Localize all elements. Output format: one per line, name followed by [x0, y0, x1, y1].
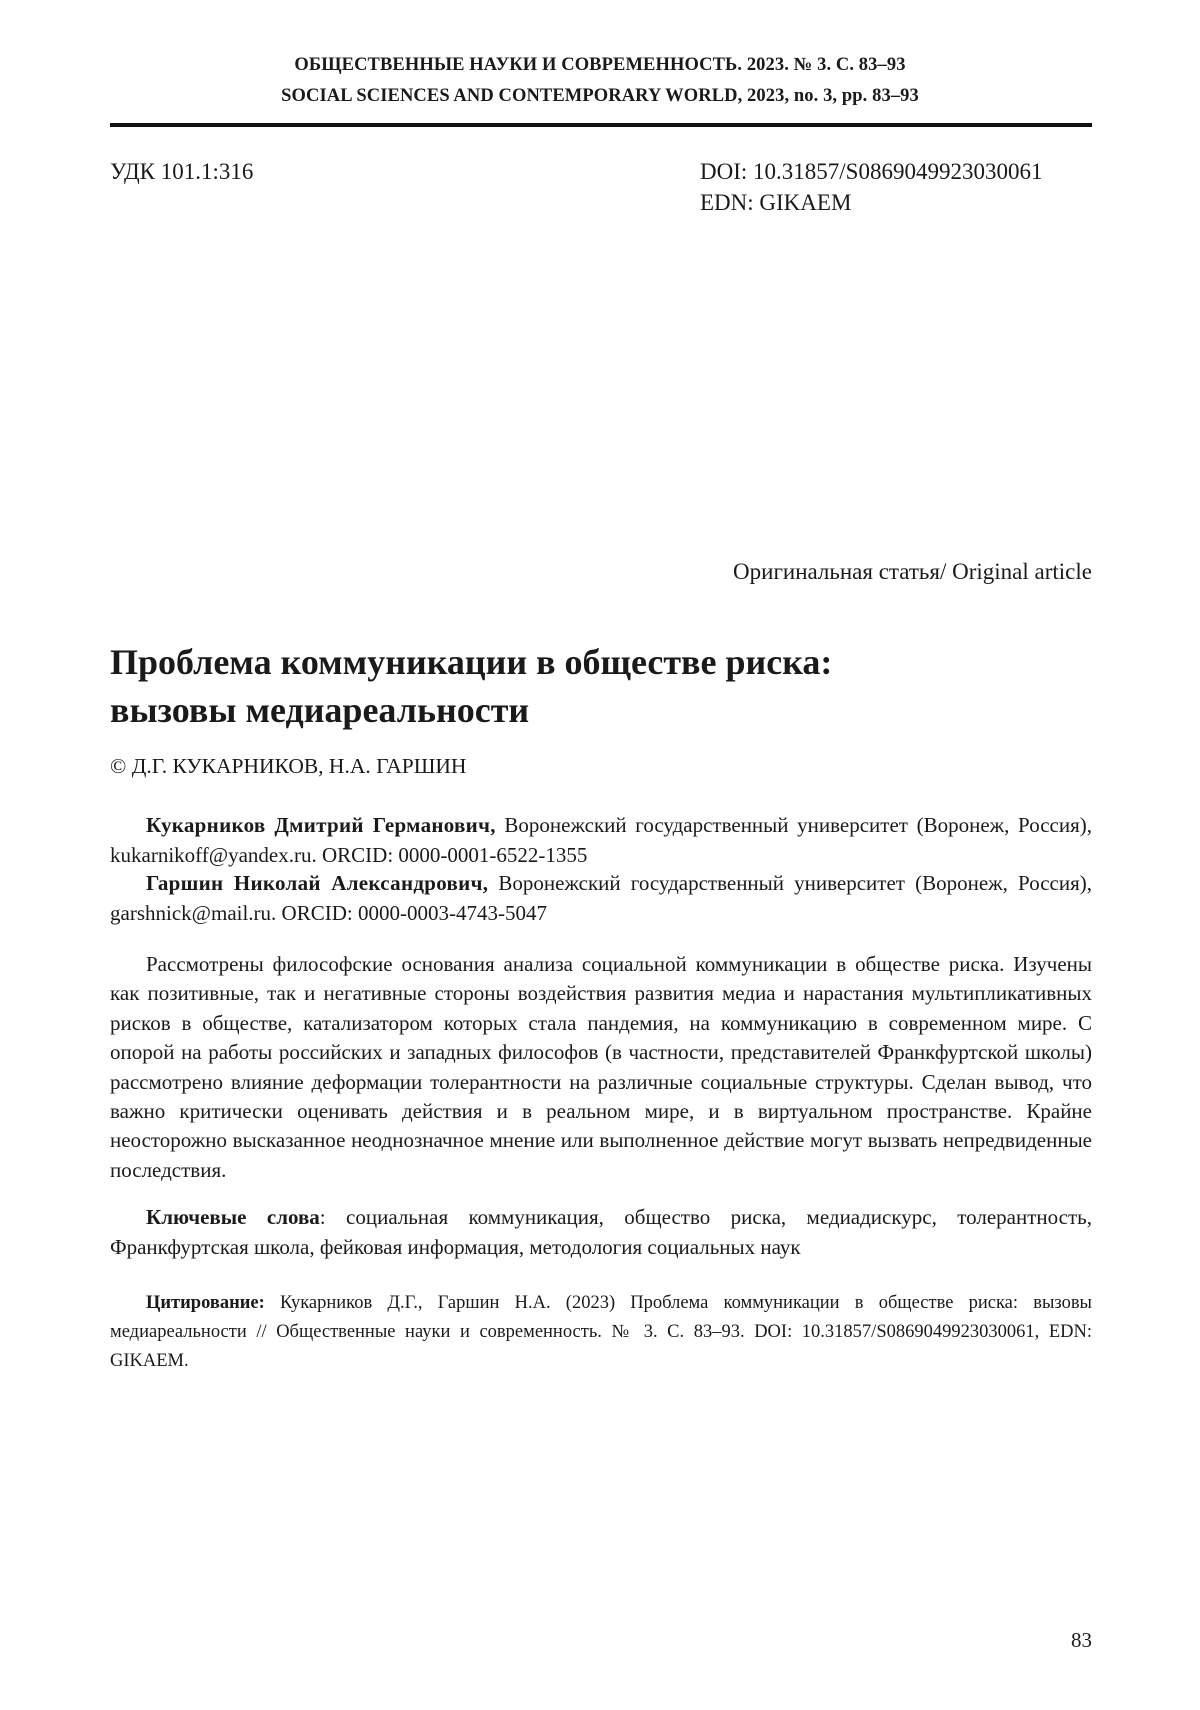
- citation-text: Кукарников Д.Г., Гаршин Н.А. (2023) Проблема коммуникации в обществе риска: вызовы медиареальности // Общественные науки и современность. № 3. С. 83–93. DOI: 10.31857/S0869049923030061, EDN: GIKAEM.: [110, 1293, 1092, 1371]
- author-name-1: Кукарников Дмитрий Германович,: [146, 813, 496, 837]
- doi: DOI: 10.31857/S0869049923030061: [700, 159, 1043, 184]
- udk-code: УДК 101.1:316: [110, 159, 254, 184]
- article-title: [110, 638, 1090, 734]
- article-identifiers: [700, 156, 1042, 218]
- keywords-label: Ключевые слова: [146, 1205, 320, 1229]
- keywords: [110, 1202, 1092, 1262]
- citation: [110, 1289, 1092, 1376]
- abstract: Рассмотрены философские основания анализа социальной коммуникации в обществе риска. Изучены как позитивные, так и негативные стороны воздействия развития медиа и нарастания мультипликативных рисков в обществе, катализатором которых стала пандемия, на коммуникацию в современном мире. С опорой на работы российских и западных философов (в частности, представителей Франкфуртской школы) рассмотрено влияние деформации толерантности на различные социальные структуры. Сделан вывод, что важно критически оценивать действия и в реальном мире, и в виртуальном пространстве. Крайне неосторожно высказанное неоднозначное мнение или выполненное действие могут вызвать непредвиденные последствия.: [110, 952, 1092, 1182]
- author-details-1: Воронежский государственный университет (Воронеж, Россия), kukarnikoff@yandex.ru. ORCID: 0000-0001-6522-1355: [110, 813, 1093, 867]
- citation-label: Цитирование:: [146, 1293, 265, 1313]
- running-head: [110, 50, 1090, 112]
- article-title-line-2: вызовы медиареальности: [110, 690, 530, 730]
- article-type: Оригинальная статья/ Original article: [733, 559, 1092, 584]
- edn: EDN: GIKAEM: [700, 190, 852, 215]
- authors-copyright: © Д.Г. КУКАРНИКОВ, Н.А. ГАРШИН: [110, 754, 467, 778]
- author-affiliation-2: [110, 868, 1092, 928]
- running-head-en: SOCIAL SCIENCES AND CONTEMPORARY WORLD, 2023, no. 3, pp. 83–93: [281, 86, 919, 106]
- author-details-2: Воронежский государственный университет (Воронеж, Россия), garshnick@mail.ru. ORCID: 0000-0003-4743-5047: [110, 871, 1093, 925]
- author-affiliation-1: [110, 810, 1092, 870]
- page-number: 83: [1071, 1628, 1092, 1652]
- keywords-text: : социальная коммуникация, общество риска, медиадискурс, толерантность, Франкфуртская школа, фейковая информация, методология социальных наук: [110, 1205, 1092, 1259]
- article-title-line-1: Проблема коммуникации в обществе риска:: [110, 642, 833, 682]
- running-head-ru: ОБЩЕСТВЕННЫЕ НАУКИ И СОВРЕМЕННОСТЬ. 2023. № 3. С. 83–93: [294, 55, 906, 75]
- author-name-2: Гаршин Николай Александрович,: [146, 871, 489, 895]
- header-rule: [110, 123, 1092, 127]
